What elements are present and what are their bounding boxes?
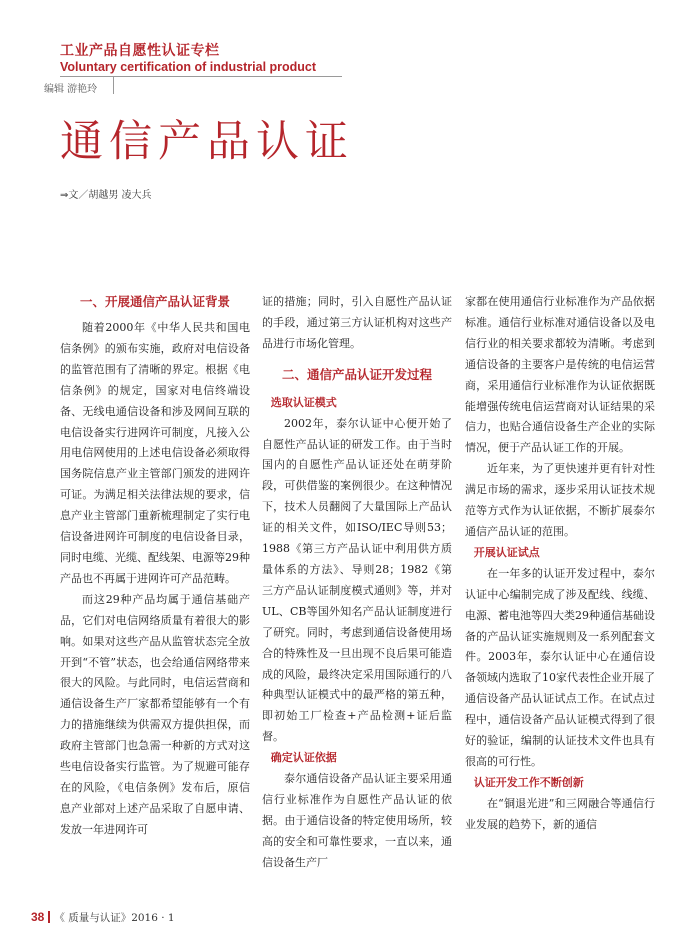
header-divider <box>60 76 342 77</box>
paragraph: 泰尔通信设备产品认证主要采用通信行业标准作为自愿性产品认证的依据。由于通信设备的特定使用场所，较高的安全和可靠性要求，一直以来，通信设备生产厂 <box>262 772 452 869</box>
text-column-3 <box>465 292 655 836</box>
page-number: 38 <box>31 910 45 924</box>
paragraph: 随着2000年《中华人民共和国电信条例》的颁布实施，政府对电信设备的监管范围有了清晰的界定。根据《电信条例》的规定，国家对电信终端设备、无线电通信设备和涉及网间互联的电信设备实行进网许可制度，凡接入公用电信网使用的上述电信设备必须取得国务院信息产业主管部门颁发的进网许可证。为满足相关法律法规的要求，信息产业主管部门重新梳理制定了实行电信设备进网许可制度的电信设备目录，同时电缆、光缆、配线架、电源等29种产品也不再属于进网许可产品范畴。 <box>60 321 250 585</box>
article-title: 通信产品认证 <box>60 117 354 167</box>
paragraph: 而这29种产品均属于通信基础产品，它们对电信网络质量有着很大的影响。如果对这些产品从监管状态完全放开到“不管”状态，也会给通信网络带来很大的风险。与此同时，电信运营商和通信设备生产厂家都希望能够有一个有力的措施继续为供需双方提供担保，而政府主管部门也急需一种新的方式对这些电信设备实行监管。为了规避可能存在的风险，《电信条例》发布后，原信息产业部对上述产品采取了自愿申请、发放一年进网许可 <box>60 592 250 836</box>
paragraph: 近年来，为了更快速并更有针对性满足市场的需求，逐步采用认证技术规范等方式作为认证依据，不断扩展泰尔通信产品认证的范围。 <box>465 462 655 538</box>
byline: ⇒文／胡越男 凌大兵 <box>60 190 152 201</box>
text-column-1 <box>60 292 250 841</box>
subheading-innovation: 认证开发工作不断创新 <box>473 775 584 789</box>
subheading-pilot: 开展认证试点 <box>473 545 540 559</box>
paragraph: 家都在使用通信行业标准作为产品依据标准。通信行业标准对通信设备以及电信行业的相关要求都较为清晰。考虑到通信设备的主要客户是传统的电信运营商，采用通信行业标准作为认证依据既能增强传统电信运营商对认证结果的采信力，也贴合通信设备生产企业的实际情况，便于产品认证工作的开展。 <box>465 295 655 455</box>
paragraph: 2002年，泰尔认证中心便开始了自愿性产品认证的研发工作。由于当时国内的自愿性产品认证还处在萌芽阶段，可供借鉴的案例很少。在这种情况下，技术人员翻阅了大量国际上产品认证的相关文件，如ISO/IEC导则53；1988《第三方产品认证中利用供方质量体系的方法》、导则28；1982《第三方产品认证制度模式通则》等，并对UL、CB等国外知名产品认证制度进行了研究。同时，考虑到通信设备使用场合的特殊性及一旦出现不良后果可能造成的风险，最终决定采用国际通行的八种典型认证模式中的最严格的第五种，即初始工厂检查+产品检测+证后监督。 <box>262 416 452 744</box>
column-title: 工业产品自愿性认证专栏 <box>60 43 220 59</box>
subheading-select-mode: 选取认证模式 <box>270 395 337 409</box>
text-column-2 <box>262 292 452 874</box>
section-heading-background: 一、开展通信产品认证背景 <box>79 294 230 309</box>
paragraph: 证的措施；同时，引入自愿性产品认证的手段，通过第三方认证机构对这些产品进行市场化管理。 <box>262 295 452 350</box>
page-footer <box>31 910 175 925</box>
paragraph: 在一年多的认证开发过程中，泰尔认证中心编制完成了涉及配线、线缆、电源、蓄电池等四大类29种通信基础设备的产品认证实施规则及一系列配套文件。2003年，泰尔认证中心在通信设备领域内选取了10家代表性企业开展了通信设备产品认证试点工作。在试点过程中，通信设备产品认证模式得到了很好的验证，编制的认证技术文件也具有很高的可行性。 <box>465 566 655 768</box>
footer-divider <box>48 911 50 923</box>
section-heading-process: 二、通信产品认证开发过程 <box>281 366 432 382</box>
editor-divider <box>113 76 114 94</box>
magazine-issue: 《 质量与认证》2016 · 1 <box>54 912 175 924</box>
editor-credit: 编辑 游艳玲 <box>44 84 98 95</box>
column-subtitle: Voluntary certification of industrial product <box>60 60 317 74</box>
subheading-basis: 确定认证依据 <box>270 751 337 765</box>
paragraph: 在“铜退光进”和三网融合等通信行业发展的趋势下，新的通信 <box>465 796 655 831</box>
